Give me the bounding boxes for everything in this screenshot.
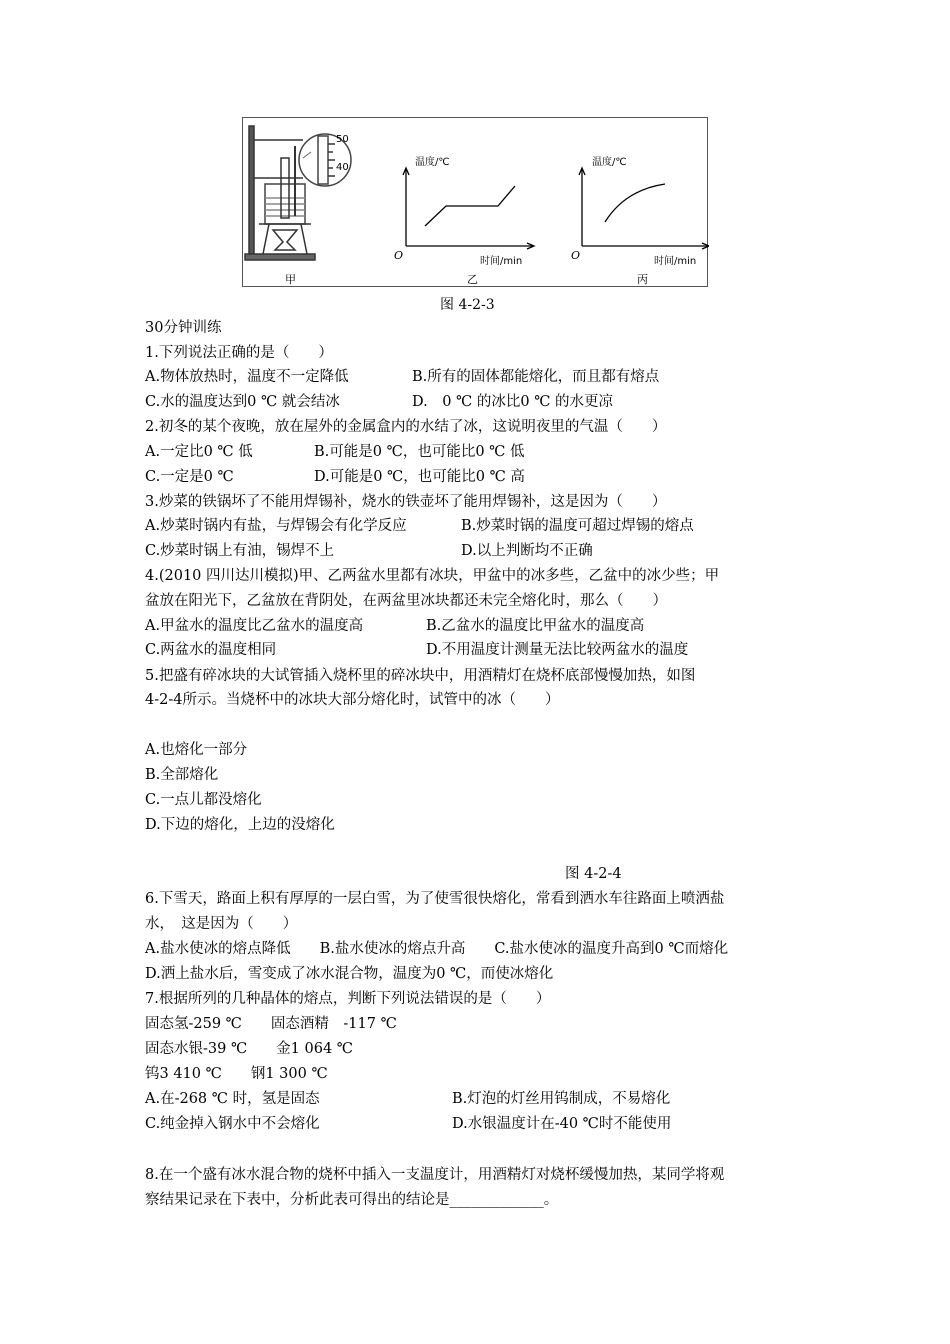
question-2-stem: 2.初冬的某个夜晚，放在屋外的金属盒内的水结了冰，这说明夜里的气温（ ） xyxy=(145,419,667,435)
chart-yi-xlabel: 时间/min xyxy=(480,256,523,267)
figure-caption-4-2-4: 图 4-2-4 xyxy=(565,866,622,882)
question-1-option-b: B.所有的固体都能熔化，而且都有熔点 xyxy=(412,369,660,385)
question-7-option-a: A.在-268 ℃ 时，氢是固态 xyxy=(145,1091,320,1107)
question-1-stem: 1.下列说法正确的是（ ） xyxy=(145,345,333,361)
question-3-option-d: D.以上判断均不正确 xyxy=(461,543,593,559)
question-5-option-a: A.也熔化一部分 xyxy=(145,742,248,758)
question-2-option-c: C.一定是0 ℃ xyxy=(145,469,234,485)
question-6-stem-line-1: 6.下雪天，路面上积有厚厚的一层白雪，为了使雪很快熔化，常看到洒水车往路面上喷洒盐 xyxy=(145,891,725,907)
question-4-option-d: D.不用温度计测量无法比较两盆水的温度 xyxy=(426,642,689,658)
question-4-stem-line-2: 盆放在阳光下，乙盆放在背阴处，在两盆里冰块都还未完全熔化时，那么（ ） xyxy=(145,593,667,609)
question-3-option-b: B.炒菜时锅的温度可超过焊锡的熔点 xyxy=(461,518,694,534)
question-4-option-c: C.两盆水的温度相同 xyxy=(145,642,277,658)
question-8-stem-line-1: 8.在一个盛有冰水混合物的烧杯中插入一支温度计，用酒精灯对烧杯缓慢加热，某同学将观 xyxy=(145,1167,725,1183)
chart-bing xyxy=(579,168,709,249)
question-7-option-b: B.灯泡的灯丝用钨制成，不易熔化 xyxy=(452,1091,671,1107)
question-7-stem: 7.根据所列的几种晶体的熔点，判断下列说法错误的是（ ） xyxy=(145,991,551,1007)
chart-yi xyxy=(403,168,534,249)
melting-points-row-2: 固态水银-39 ℃ 金1 064 ℃ xyxy=(145,1041,354,1057)
question-2-option-d: D.可能是0 ℃，也可能比0 ℃ 高 xyxy=(314,469,525,485)
figure-4-2-3 xyxy=(242,117,708,287)
question-6-stem-line-2: 水， 这是因为（ ） xyxy=(145,916,298,932)
question-1-option-c: C.水的温度达到0 ℃ 就会结冰 xyxy=(145,394,340,410)
question-4-option-b: B.乙盆水的温度比甲盆水的温度高 xyxy=(426,618,645,634)
question-3-stem: 3.炒菜的铁锅坏了不能用焊锡补，烧水的铁壶坏了能用焊锡补，这是因为（ ） xyxy=(145,494,667,510)
chart-bing-xlabel: 时间/min xyxy=(654,256,697,267)
section-title: 30分钟训练 xyxy=(145,320,222,336)
question-7-option-d: D.水银温度计在-40 ℃时不能使用 xyxy=(452,1116,672,1132)
panel-label-yi: 乙 xyxy=(467,273,478,286)
question-1-option-d: D. 0 ℃ 的冰比0 ℃ 的水更凉 xyxy=(412,394,614,410)
question-5-option-d: D.下边的熔化，上边的没熔化 xyxy=(145,817,335,833)
panel-label-bing: 丙 xyxy=(637,273,648,286)
question-6-option-d: D.洒上盐水后，雪变成了冰水混合物，温度为0 ℃，而使冰熔化 xyxy=(145,966,554,982)
question-4-stem-line-1: 4.(2010 四川达川模拟)甲、乙两盆水里都有冰块，甲盆中的冰多些，乙盆中的冰少些；甲 xyxy=(145,568,720,584)
question-3-option-c: C.炒菜时锅上有油，锡焊不上 xyxy=(145,543,335,559)
question-4-option-a: A.甲盆水的温度比乙盆水的温度高 xyxy=(145,618,364,634)
melting-points-row-1: 固态氢-259 ℃ 固态酒精 -117 ℃ xyxy=(145,1016,397,1032)
melting-points-row-3: 钨3 410 ℃ 钢1 300 ℃ xyxy=(145,1066,328,1082)
chart-yi-series-line xyxy=(425,186,515,226)
question-5-stem-line-1: 5.把盛有碎冰块的大试管插入烧杯里的碎冰块中，用酒精灯在烧杯底部慢慢加热，如图 xyxy=(145,668,696,684)
question-5-option-c: C.一点儿都没熔化 xyxy=(145,792,262,808)
question-2-option-a: A.一定比0 ℃ 低 xyxy=(145,444,253,460)
chart-bing-ylabel: 温度/℃ xyxy=(592,157,627,168)
apparatus-illustration xyxy=(245,126,351,260)
chart-yi-origin: O xyxy=(394,249,404,262)
figure-drawing xyxy=(243,118,709,288)
question-3-option-a: A.炒菜时锅内有盐，与焊锡会有化学反应 xyxy=(145,518,407,534)
thermometer-tick-50: 50 xyxy=(336,134,349,145)
chart-yi-ylabel: 温度/℃ xyxy=(415,157,450,168)
thermometer-tick-40: 40 xyxy=(336,162,349,173)
chart-bing-origin: O xyxy=(571,249,581,262)
question-5-stem-line-2: 4-2-4所示。当烧杯中的冰块大部分熔化时，试管中的冰（ ） xyxy=(145,692,560,708)
panel-label-jia: 甲 xyxy=(285,273,296,286)
question-8-stem-line-2: 察结果记录在下表中，分析此表可得出的结论是_____________。 xyxy=(145,1192,559,1208)
question-7-option-c: C.纯金掉入钢水中不会熔化 xyxy=(145,1116,320,1132)
question-2-option-b: B.可能是0 ℃，也可能比0 ℃ 低 xyxy=(314,444,525,460)
chart-bing-series-curve xyxy=(605,184,665,222)
question-6-options-abc: A.盐水使冰的熔点降低 B.盐水使冰的熔点升高 C.盐水使冰的温度升高到0 ℃而熔化 xyxy=(145,941,729,957)
question-1-option-a: A.物体放热时，温度不一定降低 xyxy=(145,369,349,385)
question-5-option-b: B.全部熔化 xyxy=(145,767,219,783)
figure-caption-4-2-3: 图 4-2-3 xyxy=(440,297,495,313)
